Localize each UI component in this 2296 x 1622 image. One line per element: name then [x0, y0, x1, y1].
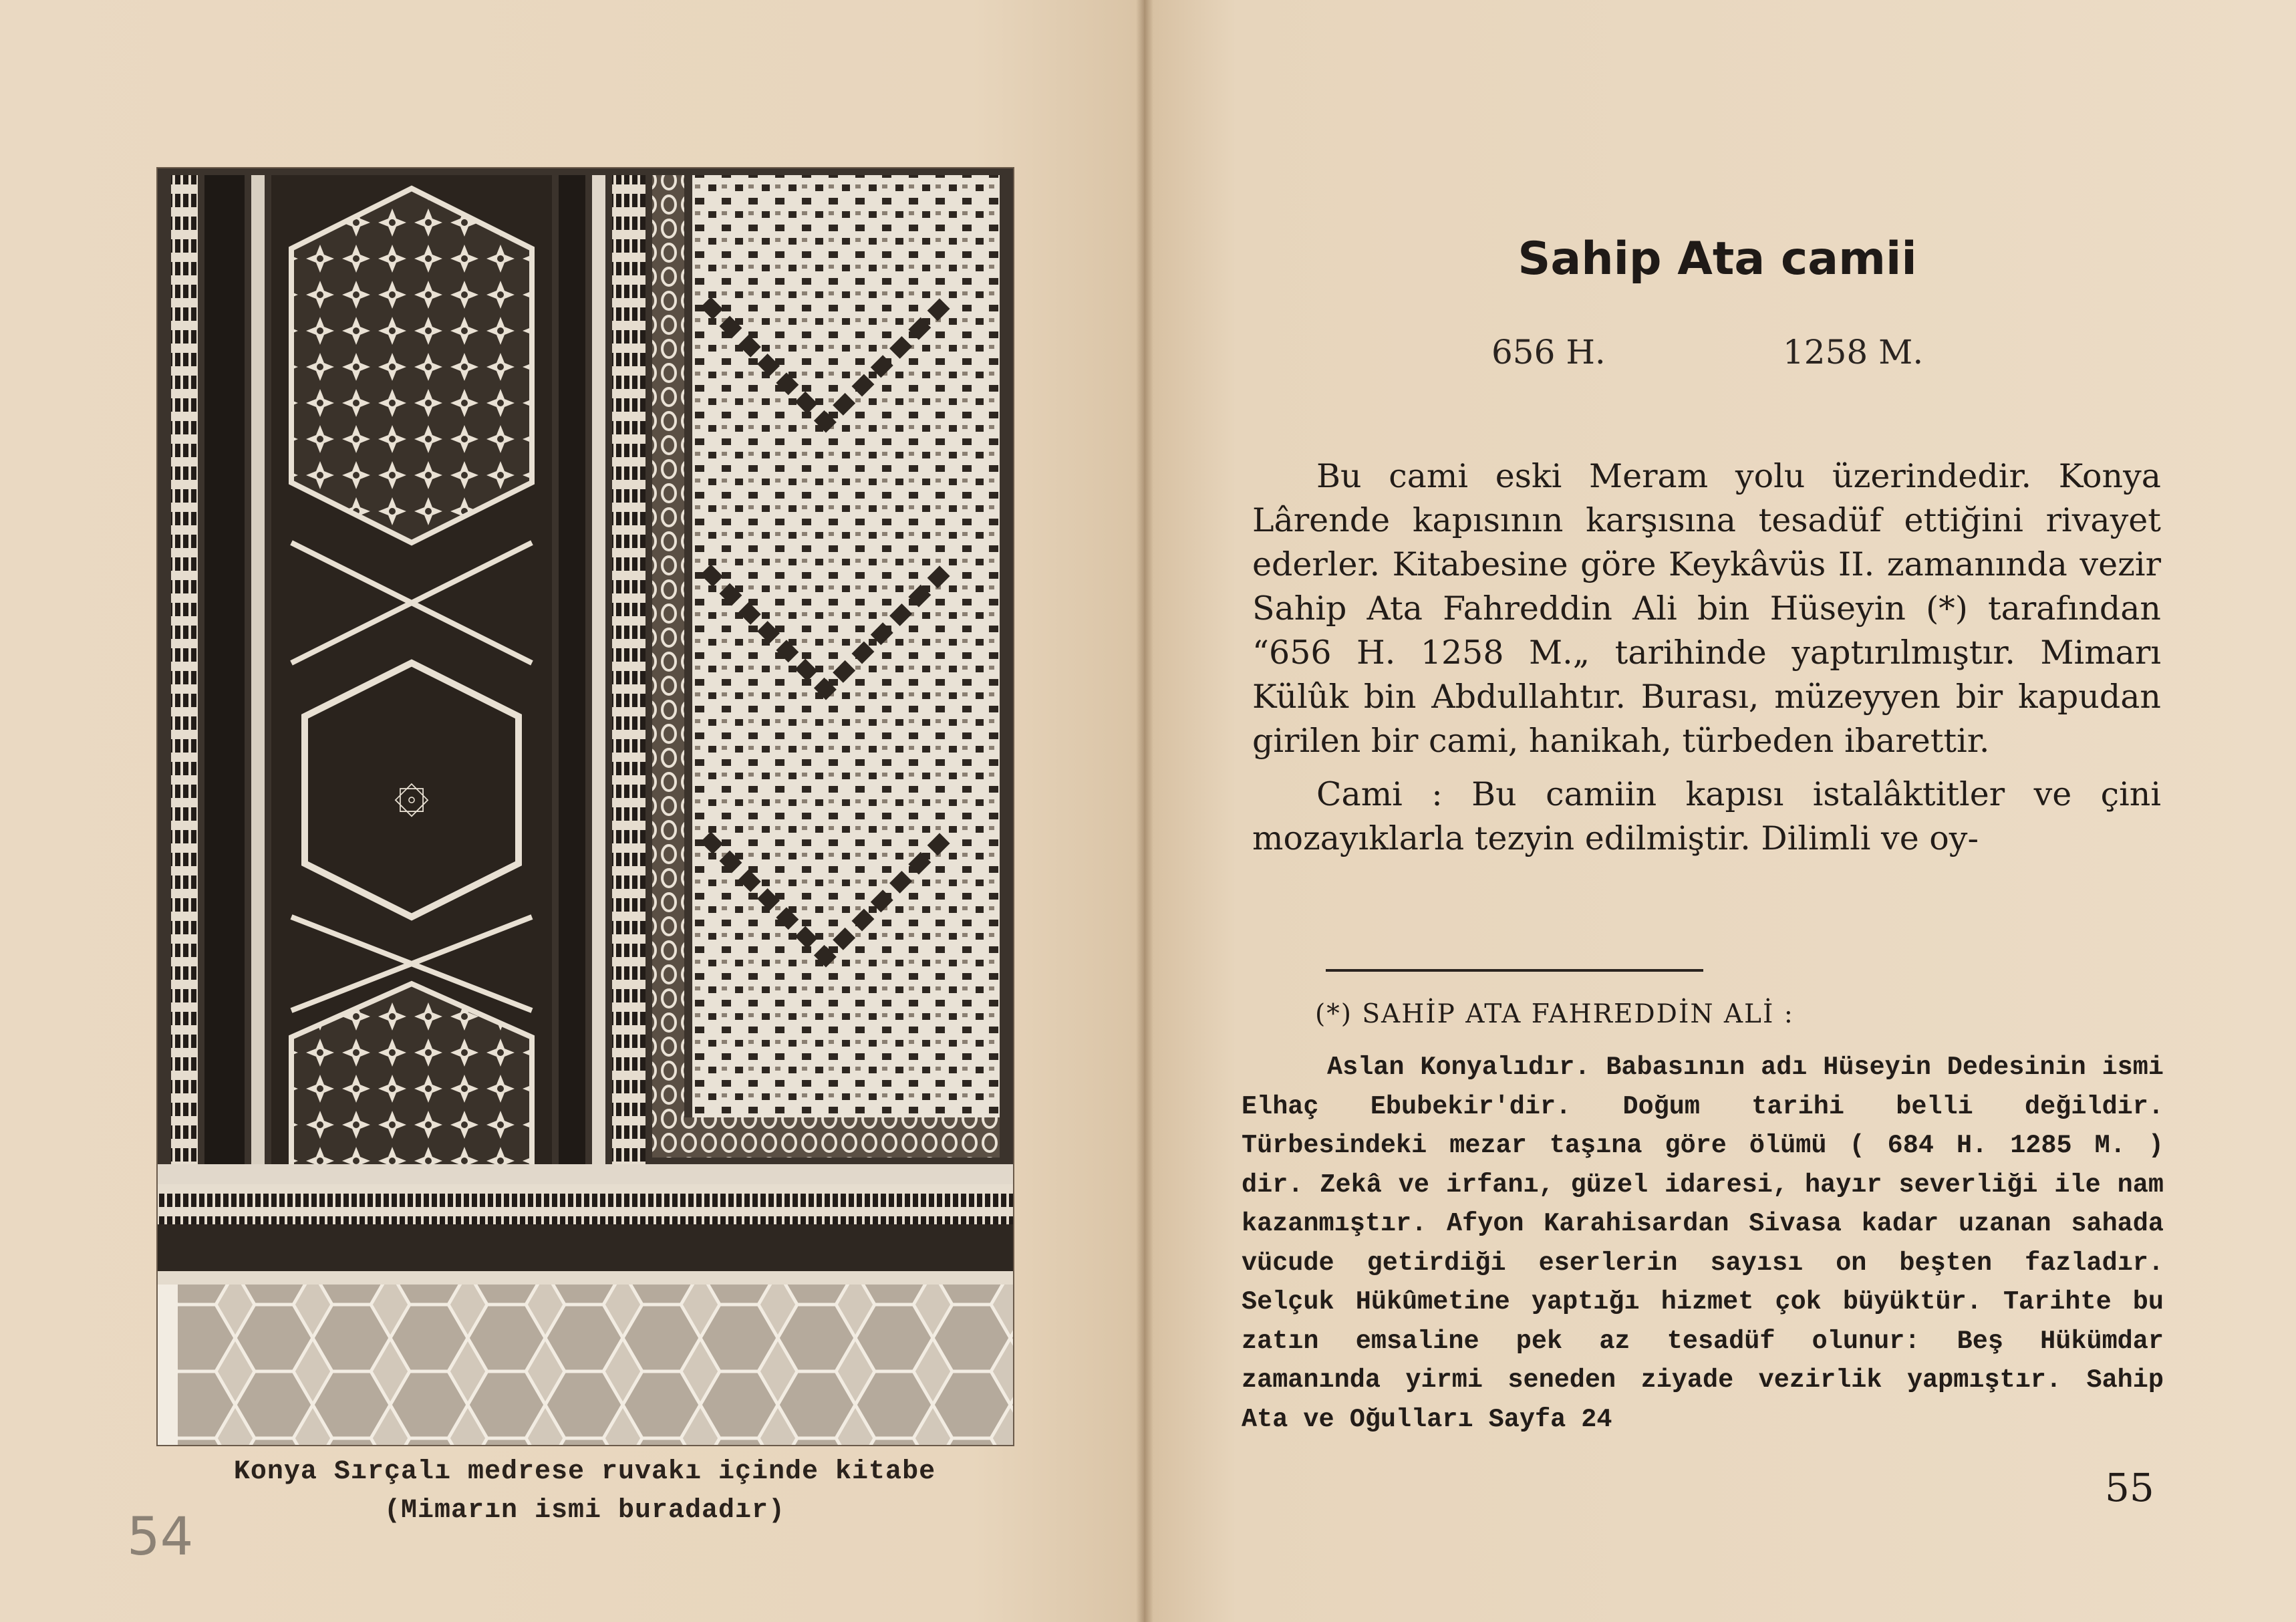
book-gutter: [1136, 0, 1153, 1622]
footnote-heading: (*) SAHİP ATA FAHREDDİN ALİ :: [1315, 999, 1794, 1029]
body-text: [1252, 454, 2161, 870]
footnote: [1242, 1048, 2164, 1439]
photo-caption-line1: Konya Sırçalı medrese ruvakı içinde kitabe: [233, 1457, 936, 1487]
tile-panel-photo: [156, 167, 1014, 1446]
handwritten-page-number: 54: [127, 1507, 194, 1567]
date-gregorian: 1258 M.: [1783, 333, 1924, 372]
page-title: Sahip Ata camii: [1518, 233, 1917, 285]
footnote-divider: [1326, 969, 1703, 972]
paragraph-2: Cami : Bu camiin kapısı istalâktitler ve çini mozayıklarla tezyin edilmiştir. Dilimli ve oy-: [1252, 775, 2161, 857]
tile-panel-illustration: [158, 168, 1013, 1445]
date-hijri: 656 H.: [1491, 333, 1606, 372]
page-number: 55: [2105, 1465, 2154, 1510]
footnote-text: Aslan Konyalıdır. Babasının adı Hüseyin Dedesinin ismi Elhaç Ebubekir'dir. Doğum tarihi belli değildir. Türbesindeki mezar taşına göre ölümü ( 684 H. 1285 M. ) dir. Zekâ ve irfanı, güzel idaresi, hayır severliği ile nam kazanmıştır. Afyon Karahisardan Sivasa kadar uzanan sahada vücude getirdiği eserlerin sayısı on beşten fazladır. Selçuk Hükûmetine yaptığı hizmet çok büyüktür. Tarihte bu zatın emsaline pek az tesadüf olunur: Beş Hükümdar zamanında yirmi seneden ziyade vezirlik yapmıştır. Sahip Ata ve Oğulları Sayfa 24: [1242, 1053, 2164, 1434]
svg-text:۞: ۞: [394, 755, 430, 825]
photo-caption-line2: (Mimarın ismi buradadır): [384, 1496, 786, 1526]
paragraph-1: Bu cami eski Meram yolu üzerindedir. Konya Lârende kapısının karşısına tesadüf ettiğini rivayet ederler. Kitabesine göre Keykâvüs II. zamanında vezir Sahip Ata Fahreddin Ali bin Hüseyin (*) tarafından “656 H. 1258 M.„ tarihinde yaptırılmıştır. Mimarı Külûk bin Abdullahtır. Burası, müzeyyen bir kapudan girilen bir cami, hanikah, türbeden ibarettir.: [1252, 457, 2161, 760]
